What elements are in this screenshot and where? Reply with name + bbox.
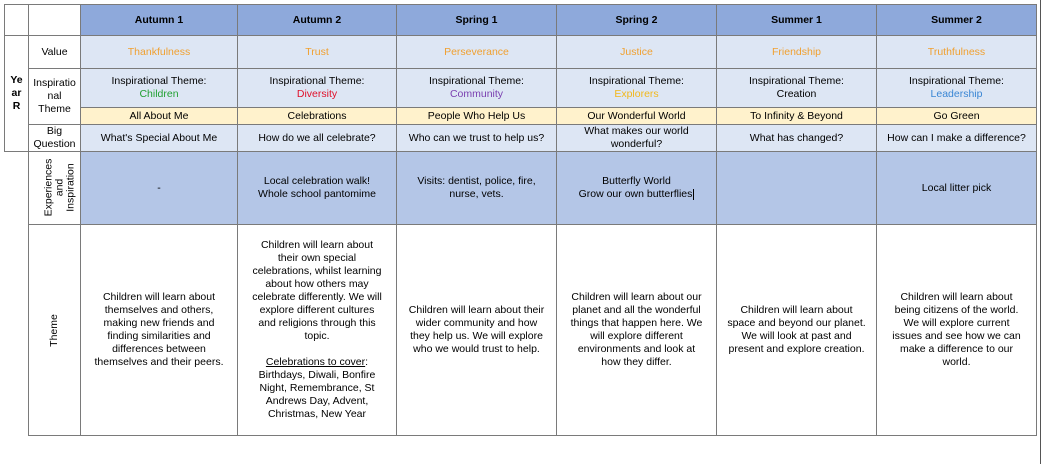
value-cell: Truthfulness bbox=[877, 36, 1037, 69]
year-label: Ye ar R bbox=[5, 36, 29, 152]
experiences-row bbox=[5, 152, 1037, 225]
row-label-big-question: Big Question bbox=[29, 125, 81, 152]
theme-description-cell: Children will learn about their wider community and how they help us. We will explore who we would trust to help. bbox=[397, 225, 557, 436]
inspirational-theme-cell: Inspirational Theme: Explorers bbox=[557, 69, 717, 108]
big-question-cell: How do we all celebrate? bbox=[238, 125, 397, 152]
experience-cell: Visits: dentist, police, fire, nurse, vets. bbox=[397, 152, 557, 225]
experience-cell: - bbox=[81, 152, 238, 225]
term-header: Spring 1 bbox=[397, 5, 557, 36]
inspirational-theme-cell: Inspirational Theme: Diversity bbox=[238, 69, 397, 108]
theme-description-cell: Children will learn about our planet and all the wonderful things that happen here. We will explore different environments and look at how they differ. bbox=[557, 225, 717, 436]
row-label-value: Value bbox=[29, 36, 81, 69]
theme-description-cell: Children will learn about themselves and others, making new friends and finding similarities and differences between themselves and their peers. bbox=[81, 225, 238, 436]
inspirational-theme-cell: Inspirational Theme: Leadership bbox=[877, 69, 1037, 108]
value-row bbox=[5, 36, 1037, 69]
inspirational-theme-cell: Inspirational Theme: Creation bbox=[717, 69, 877, 108]
theme-description-cell: Children will learn about being citizens of the world. We will explore current issues and see how we can make a difference to our world. bbox=[877, 225, 1037, 436]
row-label-inspirational-theme: Inspiratio nal Theme bbox=[29, 69, 81, 125]
topic-cell: People Who Help Us bbox=[397, 108, 557, 125]
value-cell: Friendship bbox=[717, 36, 877, 69]
topic-cell: Celebrations bbox=[238, 108, 397, 125]
corner-cell bbox=[5, 5, 29, 36]
big-question-cell: How can I make a difference? bbox=[877, 125, 1037, 152]
value-cell: Justice bbox=[557, 36, 717, 69]
experience-cell bbox=[717, 152, 877, 225]
topic-cell: To Infinity & Beyond bbox=[717, 108, 877, 125]
theme-description-cell: Children will learn about space and beyond our planet. We will look at past and present and explore creation. bbox=[717, 225, 877, 436]
inspirational-theme-cell: Inspirational Theme: Community bbox=[397, 69, 557, 108]
experience-cell[interactable]: Butterfly World Grow our own butterflies bbox=[557, 152, 717, 225]
curriculum-table bbox=[4, 4, 1037, 436]
inspirational-theme-row bbox=[5, 69, 1037, 108]
big-question-cell: What has changed? bbox=[717, 125, 877, 152]
term-header: Autumn 2 bbox=[238, 5, 397, 36]
big-question-row bbox=[5, 125, 1037, 152]
row-label-experiences: Experiences and Inspiration bbox=[29, 152, 81, 225]
row-label-theme: Theme bbox=[29, 225, 81, 436]
text-cursor bbox=[693, 189, 694, 200]
big-question-cell: Who can we trust to help us? bbox=[397, 125, 557, 152]
value-cell: Trust bbox=[238, 36, 397, 69]
big-question-cell: What makes our world wonderful? bbox=[557, 125, 717, 152]
topic-cell: All About Me bbox=[81, 108, 238, 125]
corner-cell-label bbox=[29, 5, 81, 36]
value-cell: Thankfulness bbox=[81, 36, 238, 69]
value-cell: Perseverance bbox=[397, 36, 557, 69]
experience-cell: Local litter pick bbox=[877, 152, 1037, 225]
theme-description-row bbox=[5, 225, 1037, 436]
inspirational-theme-cell: Inspirational Theme: Children bbox=[81, 69, 238, 108]
term-header: Spring 2 bbox=[557, 5, 717, 36]
big-question-cell: What's Special About Me bbox=[81, 125, 238, 152]
term-header: Autumn 1 bbox=[81, 5, 238, 36]
term-header: Summer 1 bbox=[717, 5, 877, 36]
term-header-row bbox=[5, 5, 1037, 36]
page-edge-divider bbox=[1040, 0, 1041, 464]
topic-row bbox=[5, 108, 1037, 125]
topic-cell: Go Green bbox=[877, 108, 1037, 125]
experience-cell: Local celebration walk! Whole school pantomime bbox=[238, 152, 397, 225]
celebrations-heading: Celebrations to cover bbox=[265, 356, 366, 368]
topic-cell: Our Wonderful World bbox=[557, 108, 717, 125]
theme-description-cell: Children will learn about their own special celebrations, whilst learning about how others may celebrate differently. We will explore different cultures and religions through this topic. Celebrations to cover: Birthdays, Diwali, Bonfire Night, Remembrance, St Andrews Day, Advent, Christmas, New Year bbox=[238, 225, 397, 436]
term-header: Summer 2 bbox=[877, 5, 1037, 36]
